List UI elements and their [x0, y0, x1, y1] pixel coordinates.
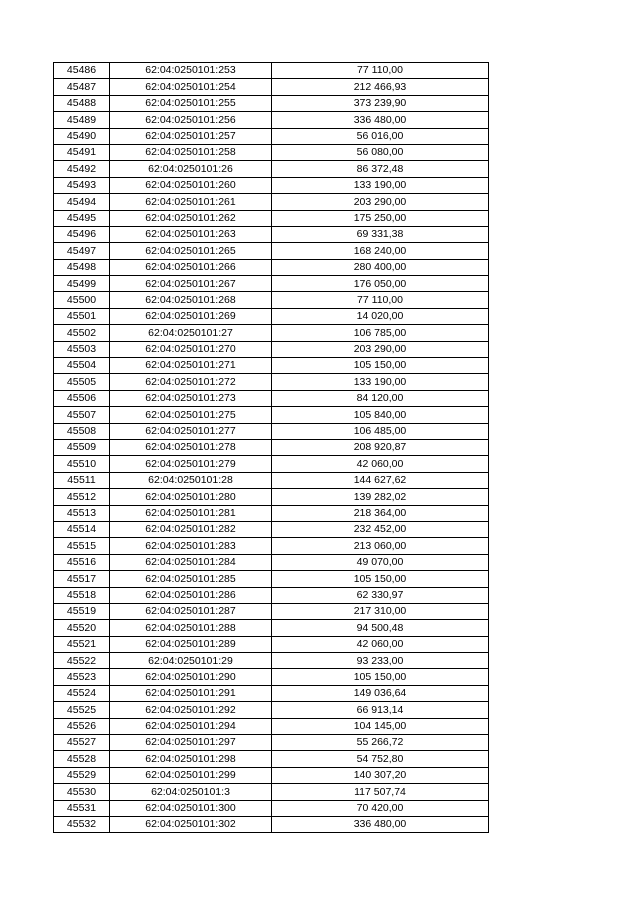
cadastral-value-cell: 93 233,00 [272, 653, 489, 669]
table-row [54, 489, 489, 505]
cadastral-number-cell: 62:04:0250101:270 [110, 341, 272, 357]
row-number-cell: 45506 [54, 390, 110, 406]
table-row [54, 95, 489, 111]
row-number-cell: 45486 [54, 63, 110, 79]
table-row [54, 79, 489, 95]
cadastral-value-cell: 105 150,00 [272, 358, 489, 374]
row-number-cell: 45518 [54, 587, 110, 603]
row-number-cell: 45522 [54, 653, 110, 669]
table-row [54, 325, 489, 341]
cadastral-number-cell: 62:04:0250101:28 [110, 472, 272, 488]
row-number-cell: 45515 [54, 538, 110, 554]
table-row [54, 161, 489, 177]
row-number-cell: 45503 [54, 341, 110, 357]
cadastral-value-cell: 208 920,87 [272, 439, 489, 455]
cadastral-number-cell: 62:04:0250101:280 [110, 489, 272, 505]
table-body [54, 63, 489, 833]
cadastral-value-cell: 217 310,00 [272, 603, 489, 619]
cadastral-value-cell: 69 331,38 [272, 226, 489, 242]
table-row [54, 390, 489, 406]
row-number-cell: 45492 [54, 161, 110, 177]
cadastral-number-cell: 62:04:0250101:298 [110, 751, 272, 767]
cadastral-value-cell: 280 400,00 [272, 259, 489, 275]
cadastral-number-cell: 62:04:0250101:299 [110, 767, 272, 783]
cadastral-number-cell: 62:04:0250101:289 [110, 636, 272, 652]
table-row [54, 554, 489, 570]
row-number-cell: 45490 [54, 128, 110, 144]
table-row [54, 259, 489, 275]
row-number-cell: 45530 [54, 784, 110, 800]
table-row [54, 571, 489, 587]
cadastral-number-cell: 62:04:0250101:255 [110, 95, 272, 111]
row-number-cell: 45529 [54, 767, 110, 783]
row-number-cell: 45528 [54, 751, 110, 767]
cadastral-value-cell: 133 190,00 [272, 374, 489, 390]
cadastral-number-cell: 62:04:0250101:3 [110, 784, 272, 800]
cadastral-number-cell: 62:04:0250101:256 [110, 112, 272, 128]
table-row [54, 653, 489, 669]
row-number-cell: 45504 [54, 358, 110, 374]
row-number-cell: 45519 [54, 603, 110, 619]
cadastral-number-cell: 62:04:0250101:283 [110, 538, 272, 554]
cadastral-value-cell: 55 266,72 [272, 735, 489, 751]
cadastral-value-cell: 84 120,00 [272, 390, 489, 406]
cadastral-value-cell: 203 290,00 [272, 341, 489, 357]
cadastral-number-cell: 62:04:0250101:258 [110, 144, 272, 160]
row-number-cell: 45498 [54, 259, 110, 275]
cadastral-value-cell: 54 752,80 [272, 751, 489, 767]
cadastral-number-cell: 62:04:0250101:284 [110, 554, 272, 570]
table-row [54, 226, 489, 242]
table-row [54, 128, 489, 144]
table-row [54, 456, 489, 472]
cadastral-value-cell: 56 016,00 [272, 128, 489, 144]
cadastral-value-cell: 212 466,93 [272, 79, 489, 95]
table-row [54, 718, 489, 734]
row-number-cell: 45523 [54, 669, 110, 685]
table-row [54, 751, 489, 767]
cadastral-value-cell: 86 372,48 [272, 161, 489, 177]
table-row [54, 784, 489, 800]
cadastral-value-cell: 70 420,00 [272, 800, 489, 816]
row-number-cell: 45525 [54, 702, 110, 718]
row-number-cell: 45493 [54, 177, 110, 193]
table-row [54, 292, 489, 308]
cadastral-number-cell: 62:04:0250101:272 [110, 374, 272, 390]
row-number-cell: 45495 [54, 210, 110, 226]
cadastral-value-cell: 106 785,00 [272, 325, 489, 341]
cadastral-value-cell: 62 330,97 [272, 587, 489, 603]
row-number-cell: 45513 [54, 505, 110, 521]
cadastral-number-cell: 62:04:0250101:281 [110, 505, 272, 521]
row-number-cell: 45527 [54, 735, 110, 751]
row-number-cell: 45491 [54, 144, 110, 160]
cadastral-value-cell: 14 020,00 [272, 308, 489, 324]
row-number-cell: 45502 [54, 325, 110, 341]
table-row [54, 735, 489, 751]
table-row [54, 358, 489, 374]
row-number-cell: 45516 [54, 554, 110, 570]
cadastral-number-cell: 62:04:0250101:27 [110, 325, 272, 341]
row-number-cell: 45487 [54, 79, 110, 95]
cadastral-number-cell: 62:04:0250101:294 [110, 718, 272, 734]
row-number-cell: 45521 [54, 636, 110, 652]
row-number-cell: 45499 [54, 276, 110, 292]
table-row [54, 702, 489, 718]
table-row [54, 800, 489, 816]
row-number-cell: 45507 [54, 407, 110, 423]
cadastral-value-cell: 203 290,00 [272, 194, 489, 210]
cadastral-value-cell: 66 913,14 [272, 702, 489, 718]
table-row [54, 177, 489, 193]
row-number-cell: 45488 [54, 95, 110, 111]
table-row [54, 505, 489, 521]
table-row [54, 63, 489, 79]
table-row [54, 587, 489, 603]
cadastral-value-cell: 94 500,48 [272, 620, 489, 636]
table-row [54, 603, 489, 619]
cadastral-value-cell: 117 507,74 [272, 784, 489, 800]
cadastral-value-cell: 218 364,00 [272, 505, 489, 521]
cadastral-value-cell: 105 840,00 [272, 407, 489, 423]
cadastral-value-cell: 213 060,00 [272, 538, 489, 554]
cadastral-value-cell: 139 282,02 [272, 489, 489, 505]
cadastral-number-cell: 62:04:0250101:260 [110, 177, 272, 193]
cadastral-number-cell: 62:04:0250101:302 [110, 816, 272, 832]
cadastral-number-cell: 62:04:0250101:278 [110, 439, 272, 455]
cadastral-number-cell: 62:04:0250101:253 [110, 63, 272, 79]
cadastral-number-cell: 62:04:0250101:265 [110, 243, 272, 259]
row-number-cell: 45500 [54, 292, 110, 308]
table-row [54, 243, 489, 259]
cadastral-value-cell: 232 452,00 [272, 521, 489, 537]
row-number-cell: 45510 [54, 456, 110, 472]
cadastral-value-cell: 104 145,00 [272, 718, 489, 734]
table-row [54, 472, 489, 488]
cadastral-number-cell: 62:04:0250101:263 [110, 226, 272, 242]
table-row [54, 210, 489, 226]
row-number-cell: 45526 [54, 718, 110, 734]
table-row [54, 112, 489, 128]
cadastral-value-cell: 42 060,00 [272, 456, 489, 472]
cadastral-value-cell: 175 250,00 [272, 210, 489, 226]
cadastral-number-cell: 62:04:0250101:282 [110, 521, 272, 537]
cadastral-value-cell: 49 070,00 [272, 554, 489, 570]
table-row [54, 620, 489, 636]
table-row [54, 685, 489, 701]
row-number-cell: 45505 [54, 374, 110, 390]
cadastral-number-cell: 62:04:0250101:275 [110, 407, 272, 423]
table-row [54, 308, 489, 324]
table-row [54, 341, 489, 357]
cadastral-number-cell: 62:04:0250101:254 [110, 79, 272, 95]
row-number-cell: 45512 [54, 489, 110, 505]
cadastral-number-cell: 62:04:0250101:291 [110, 685, 272, 701]
cadastral-number-cell: 62:04:0250101:292 [110, 702, 272, 718]
table-row [54, 767, 489, 783]
cadastral-number-cell: 62:04:0250101:29 [110, 653, 272, 669]
cadastral-number-cell: 62:04:0250101:287 [110, 603, 272, 619]
table-row [54, 636, 489, 652]
table-row [54, 194, 489, 210]
cadastral-value-cell: 336 480,00 [272, 816, 489, 832]
cadastral-value-cell: 133 190,00 [272, 177, 489, 193]
cadastral-value-cell: 149 036,64 [272, 685, 489, 701]
cadastral-value-cell: 144 627,62 [272, 472, 489, 488]
row-number-cell: 45497 [54, 243, 110, 259]
cadastral-value-cell: 105 150,00 [272, 571, 489, 587]
table-row [54, 538, 489, 554]
cadastral-number-cell: 62:04:0250101:286 [110, 587, 272, 603]
cadastral-number-cell: 62:04:0250101:267 [110, 276, 272, 292]
row-number-cell: 45511 [54, 472, 110, 488]
cadastral-value-cell: 336 480,00 [272, 112, 489, 128]
row-number-cell: 45496 [54, 226, 110, 242]
cadastral-value-cell: 168 240,00 [272, 243, 489, 259]
row-number-cell: 45531 [54, 800, 110, 816]
table-row [54, 276, 489, 292]
row-number-cell: 45520 [54, 620, 110, 636]
row-number-cell: 45489 [54, 112, 110, 128]
table-row [54, 669, 489, 685]
cadastral-value-cell: 373 239,90 [272, 95, 489, 111]
row-number-cell: 45532 [54, 816, 110, 832]
cadastral-number-cell: 62:04:0250101:273 [110, 390, 272, 406]
cadastral-number-cell: 62:04:0250101:285 [110, 571, 272, 587]
cadastral-value-cell: 77 110,00 [272, 63, 489, 79]
cadastral-number-cell: 62:04:0250101:271 [110, 358, 272, 374]
cadastral-number-cell: 62:04:0250101:297 [110, 735, 272, 751]
row-number-cell: 45514 [54, 521, 110, 537]
cadastral-number-cell: 62:04:0250101:290 [110, 669, 272, 685]
cadastral-number-cell: 62:04:0250101:26 [110, 161, 272, 177]
cadastral-number-cell: 62:04:0250101:266 [110, 259, 272, 275]
row-number-cell: 45508 [54, 423, 110, 439]
row-number-cell: 45509 [54, 439, 110, 455]
table-row [54, 374, 489, 390]
cadastral-value-cell: 176 050,00 [272, 276, 489, 292]
table-row [54, 407, 489, 423]
cadastral-number-cell: 62:04:0250101:269 [110, 308, 272, 324]
row-number-cell: 45517 [54, 571, 110, 587]
cadastral-value-cell: 105 150,00 [272, 669, 489, 685]
table-row [54, 521, 489, 537]
cadastral-number-cell: 62:04:0250101:268 [110, 292, 272, 308]
cadastral-value-cell: 56 080,00 [272, 144, 489, 160]
cadastral-number-cell: 62:04:0250101:257 [110, 128, 272, 144]
cadastral-value-cell: 77 110,00 [272, 292, 489, 308]
cadastral-number-cell: 62:04:0250101:300 [110, 800, 272, 816]
cadastral-number-cell: 62:04:0250101:279 [110, 456, 272, 472]
cadastral-number-cell: 62:04:0250101:288 [110, 620, 272, 636]
cadastral-value-cell: 106 485,00 [272, 423, 489, 439]
table-row [54, 423, 489, 439]
table-row [54, 144, 489, 160]
row-number-cell: 45501 [54, 308, 110, 324]
table-row [54, 439, 489, 455]
table-row [54, 816, 489, 832]
cadastral-number-cell: 62:04:0250101:277 [110, 423, 272, 439]
cadastral-value-table [53, 62, 489, 833]
cadastral-value-cell: 140 307,20 [272, 767, 489, 783]
cadastral-number-cell: 62:04:0250101:262 [110, 210, 272, 226]
cadastral-value-cell: 42 060,00 [272, 636, 489, 652]
row-number-cell: 45494 [54, 194, 110, 210]
row-number-cell: 45524 [54, 685, 110, 701]
cadastral-number-cell: 62:04:0250101:261 [110, 194, 272, 210]
